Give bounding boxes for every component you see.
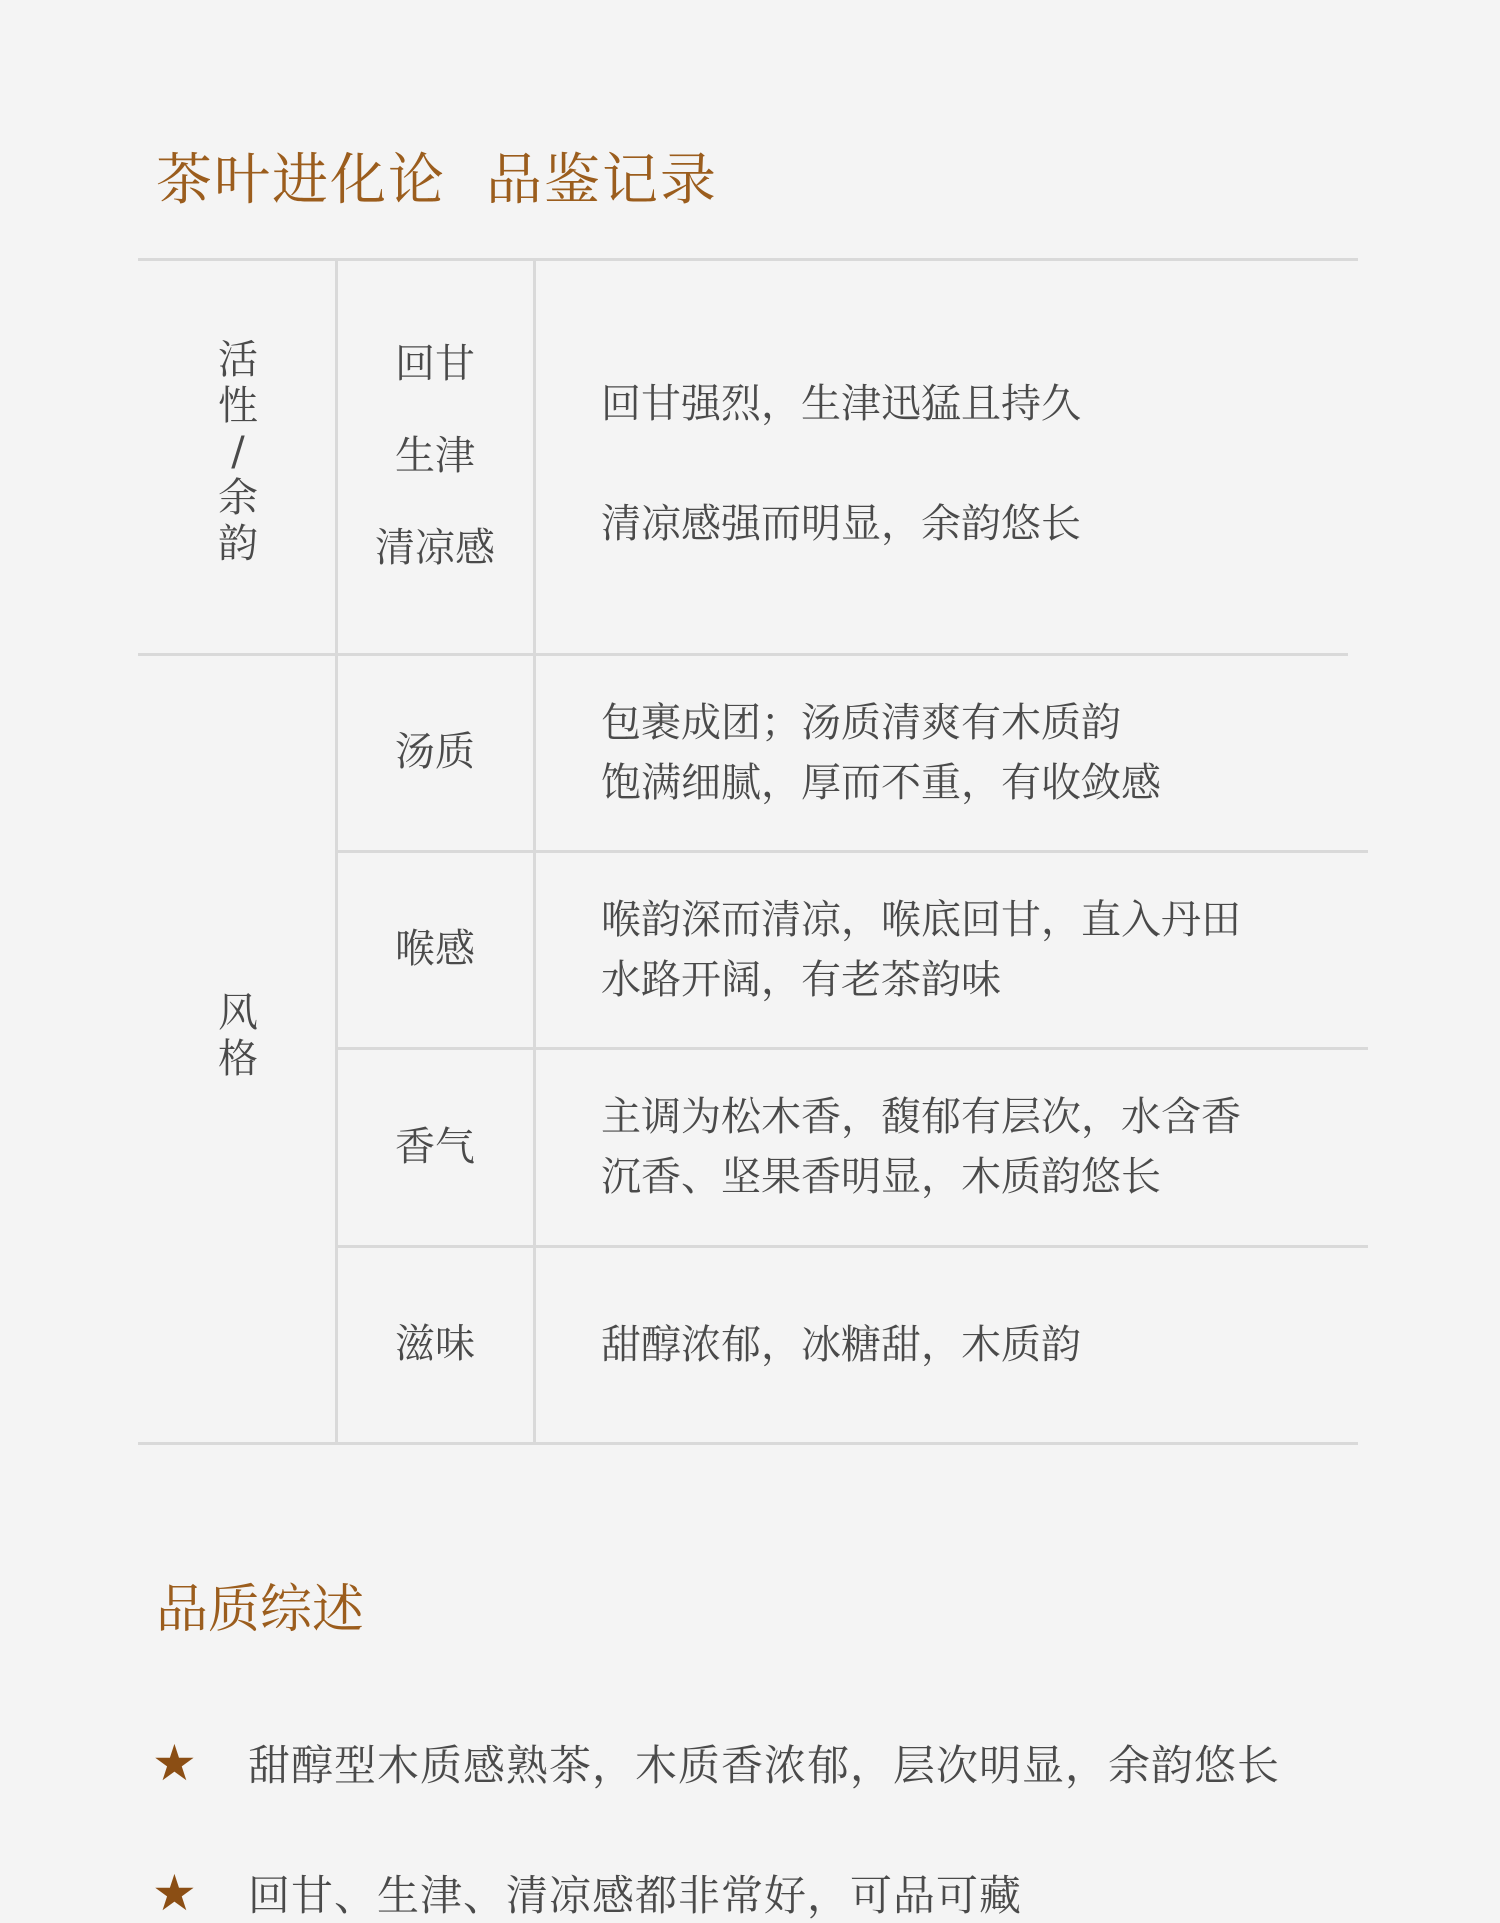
- column-rule-2: [533, 260, 536, 1443]
- row-divider: [336, 850, 1368, 853]
- title-brand: 茶叶进化论: [156, 148, 446, 213]
- attribute-label-flavor: 滋味: [395, 1321, 475, 1367]
- description-line: 沉香、坚果香明显，木质韵悠长: [601, 1154, 1161, 1200]
- table-top-rule: [138, 258, 1358, 261]
- attribute-label-texture: 汤质: [395, 729, 475, 775]
- star-icon: ★: [152, 1734, 197, 1792]
- column-rule-1: [335, 260, 338, 1443]
- attribute-description-flavor: [601, 1315, 1361, 1375]
- summary-item-text: 回甘、生津、清凉感都非常好，可品可藏: [248, 1871, 1023, 1920]
- page-title: [156, 136, 718, 216]
- description-line: 甜醇浓郁，冰糖甜，木质韵: [601, 1322, 1081, 1368]
- row-divider: [336, 1047, 1368, 1050]
- category-label-style: 风 格: [218, 990, 258, 1082]
- description-line: 饱满细腻，厚而不重，有收敛感: [601, 760, 1161, 806]
- description-line: 主调为松木香，馥郁有层次，水含香: [601, 1094, 1241, 1140]
- attribute-description-texture: [601, 693, 1361, 813]
- category-label-vitality: 活 性 / 余 韵: [218, 337, 258, 567]
- description-line: 回甘强烈，生津迅猛且持久: [601, 381, 1081, 427]
- summary-item: [152, 1733, 1280, 1793]
- description-line: 包裹成团；汤质清爽有木质韵: [601, 700, 1121, 746]
- attribute-label: 回甘: [395, 341, 475, 387]
- description-line: 喉韵深而清凉，喉底回甘，直入丹田: [601, 897, 1241, 943]
- row-divider: [336, 1245, 1368, 1248]
- table-bottom-rule: [138, 1442, 1358, 1445]
- title-subject: 品鉴记录: [486, 148, 718, 213]
- attribute-labels-aftertaste: [340, 318, 530, 594]
- description-line: 水路开阔，有老茶韵味: [601, 957, 1001, 1003]
- attribute-label: 生津: [395, 433, 475, 479]
- attribute-label-aroma: 香气: [395, 1124, 475, 1170]
- attribute-description-aftertaste: [601, 374, 1361, 554]
- summary-item-text: 甜醇型木质感熟茶，木质香浓郁，层次明显，余韵悠长: [248, 1741, 1281, 1790]
- attribute-description-aroma: [601, 1087, 1361, 1207]
- description-line: 清凉感强而明显，余韵悠长: [601, 501, 1081, 547]
- attribute-description-throat: [601, 890, 1361, 1010]
- section-divider: [138, 653, 1348, 656]
- summary-title: 品质综述: [156, 1580, 365, 1640]
- star-icon: ★: [152, 1864, 197, 1922]
- attribute-label: 清凉感: [375, 525, 495, 571]
- summary-item: [152, 1863, 1022, 1923]
- attribute-label-throat: 喉感: [395, 926, 475, 972]
